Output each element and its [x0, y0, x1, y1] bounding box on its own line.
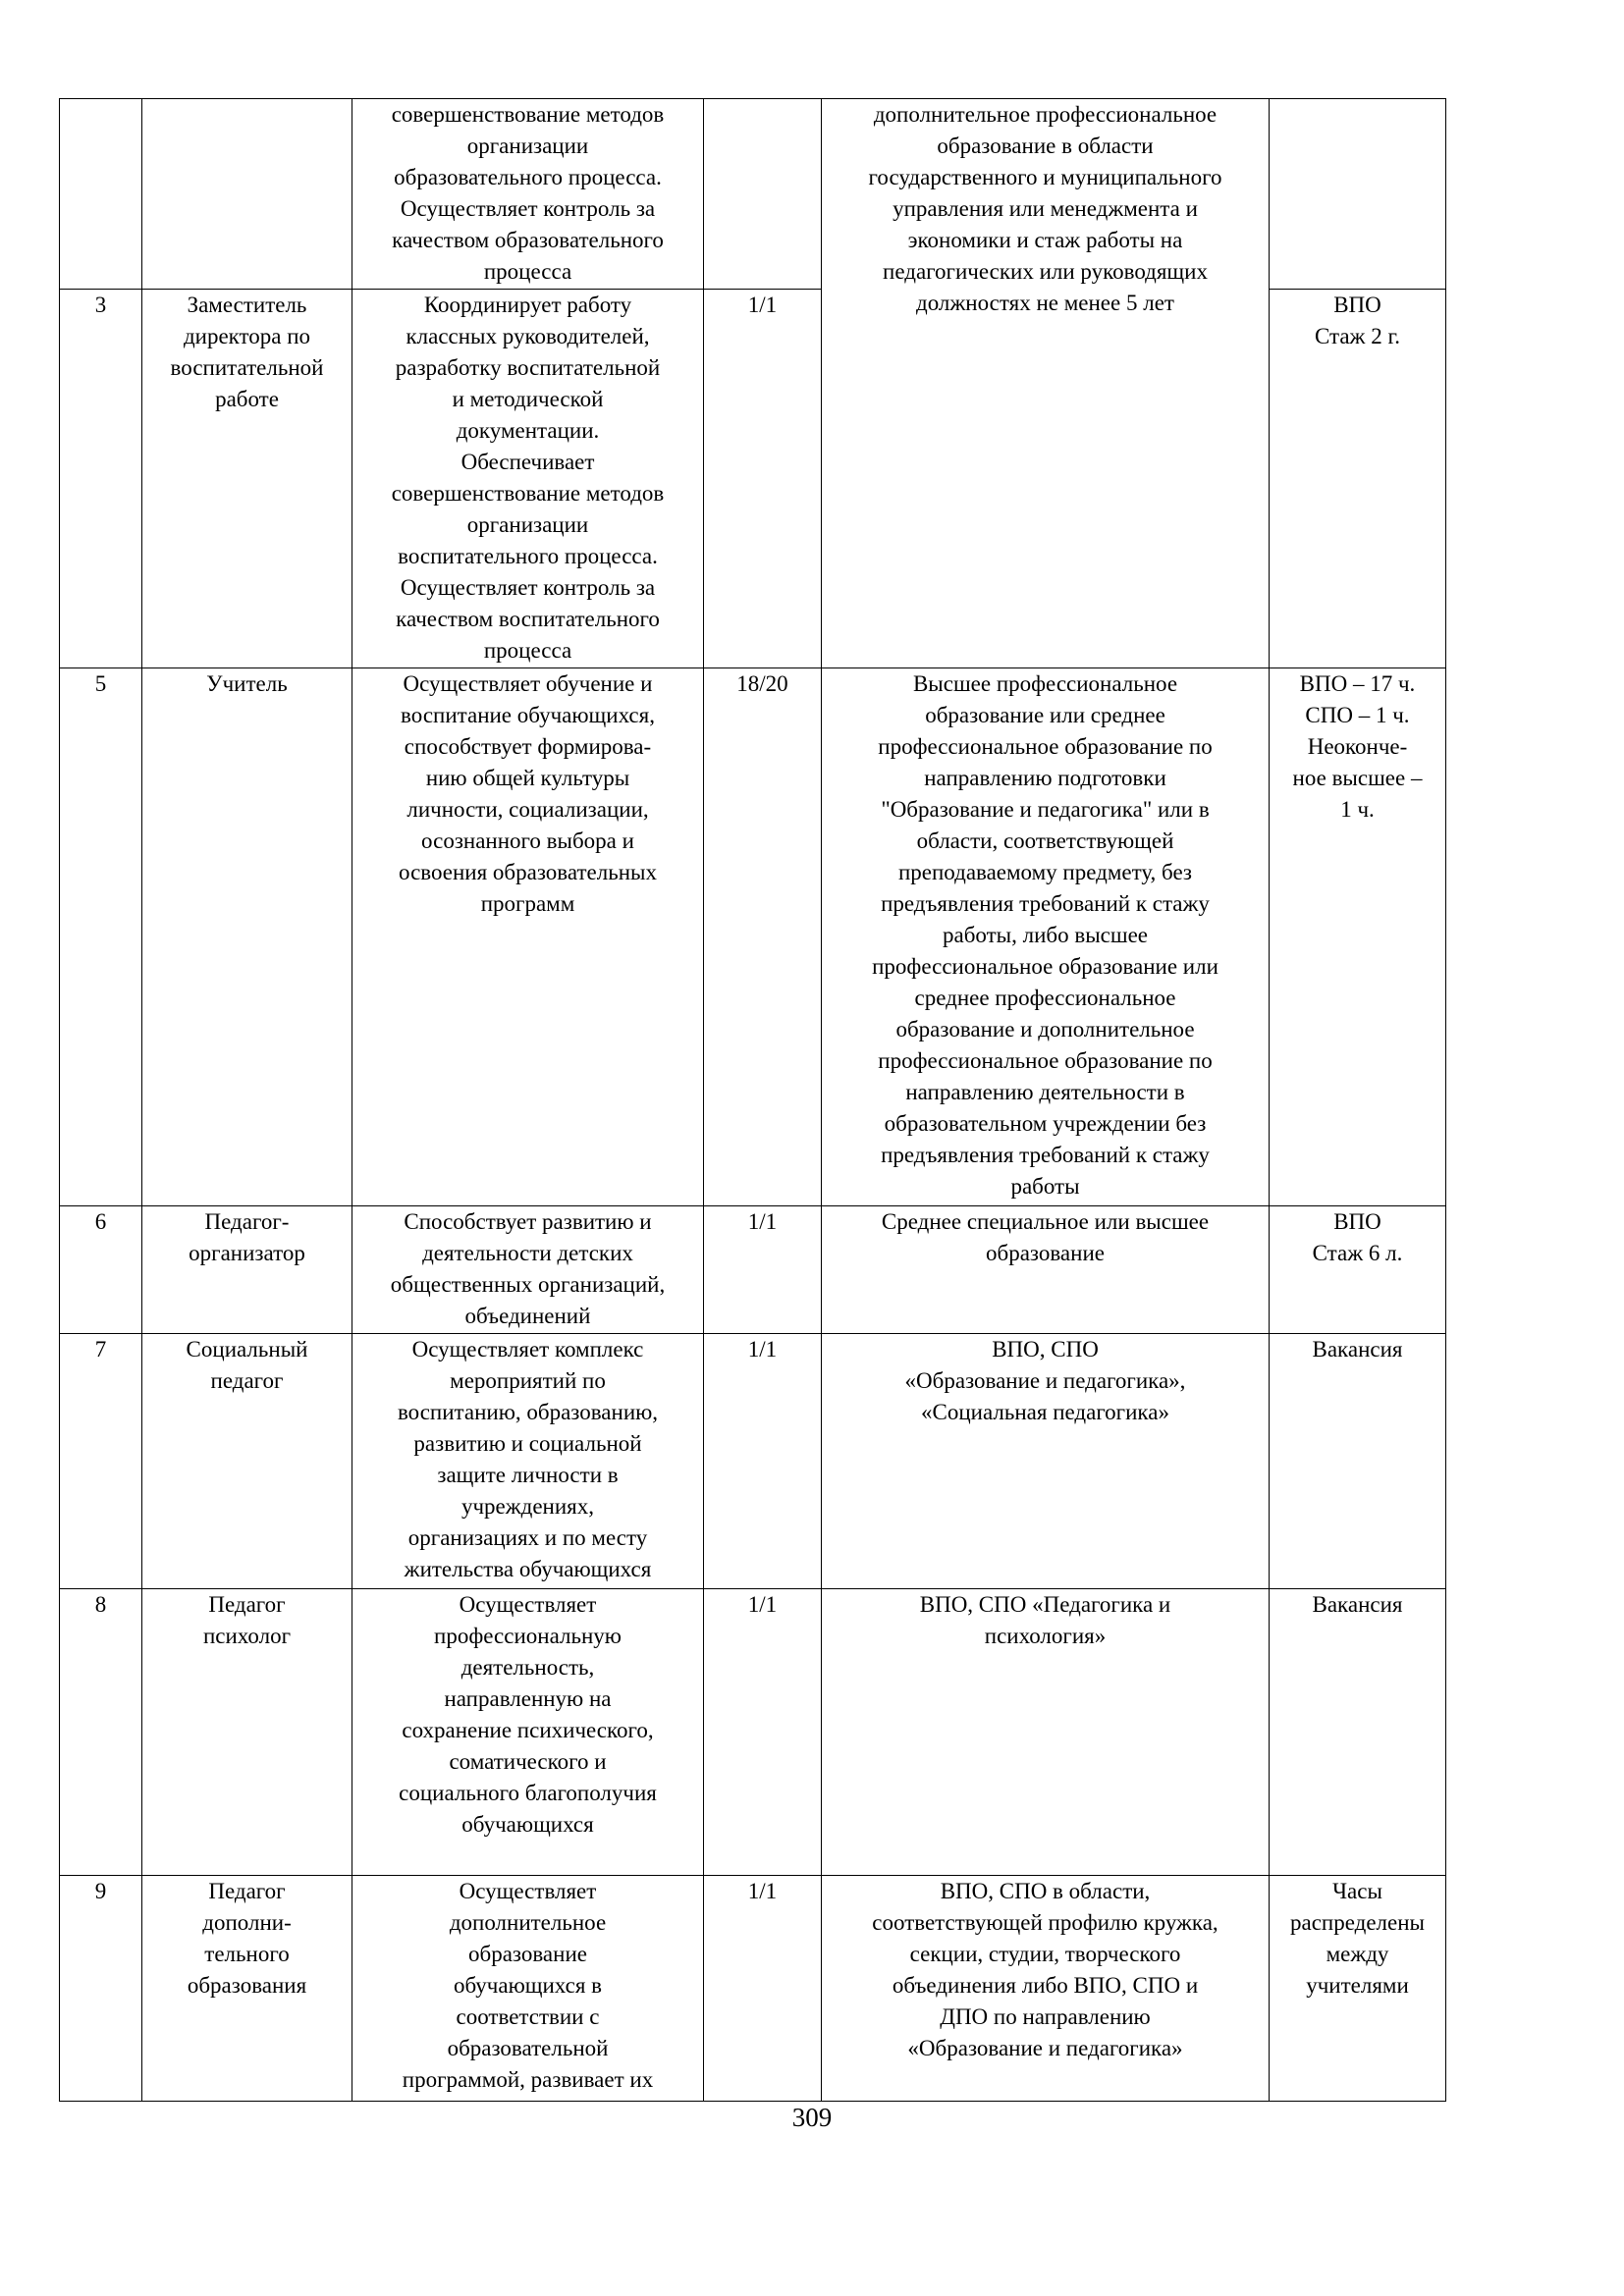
- position-cell: [142, 99, 352, 290]
- table-row: [60, 1334, 1446, 1589]
- page-number: 309: [791, 2103, 833, 2132]
- row-number-cell: 5: [60, 668, 142, 1206]
- rate-cell: 1/1: [704, 1206, 822, 1334]
- rate-cell: 18/20: [704, 668, 822, 1206]
- position-cell: Педагог дополни- тельного образования: [142, 1876, 352, 2102]
- requirements-cell: ВПО, СПО в области, соответствующей профилю кружка, секции, студии, творческого объединения либо ВПО, СПО и ДПО по направлению «Образование и педагогика»: [822, 1876, 1270, 2102]
- table-row: [60, 1206, 1446, 1334]
- duties-cell: Способствует развитию и деятельности детских общественных организаций, объединений: [352, 1206, 704, 1334]
- duties-cell: Координирует работу классных руководителей, разработку воспитательной и методической документации. Обеспечивает совершенствование методов организации воспитательного процесса. Осуществляет контроль за качеством воспитательного процесса: [352, 290, 704, 668]
- rate-cell: 1/1: [704, 290, 822, 668]
- requirements-cell: ВПО, СПО «Педагогика и психология»: [822, 1589, 1270, 1876]
- table-row: [60, 1876, 1446, 2102]
- duties-cell: совершенствование методов организации образовательного процесса. Осуществляет контроль за качеством образовательного процесса: [352, 99, 704, 290]
- actual-cell: ВПО – 17 ч. СПО – 1 ч. Неоконче- ное высшее – 1 ч.: [1270, 668, 1446, 1206]
- actual-cell: Вакансия: [1270, 1589, 1446, 1876]
- position-cell: Учитель: [142, 668, 352, 1206]
- actual-cell: Вакансия: [1270, 1334, 1446, 1589]
- actual-cell: Часы распределены между учителями: [1270, 1876, 1446, 2102]
- row-number-cell: 3: [60, 290, 142, 668]
- duties-cell: Осуществляет профессиональную деятельность, направленную на сохранение психического, соматического и социального благополучия обучающихся: [352, 1589, 704, 1876]
- position-cell: Педагог психолог: [142, 1589, 352, 1876]
- duties-cell: Осуществляет дополнительное образование обучающихся в соответствии с образовательной программой, развивает их: [352, 1876, 704, 2102]
- actual-cell: ВПО Стаж 2 г.: [1270, 290, 1446, 668]
- table-row: [60, 668, 1446, 1206]
- requirements-cell: Среднее специальное или высшее образование: [822, 1206, 1270, 1334]
- duties-cell: Осуществляет обучение и воспитание обучающихся, способствует формирова- нию общей культуры личности, социализации, осознанного выбора и освоения образовательных программ: [352, 668, 704, 1206]
- table-row: [60, 1589, 1446, 1876]
- rate-cell: 1/1: [704, 1334, 822, 1589]
- rate-cell: 1/1: [704, 1589, 822, 1876]
- actual-cell: ВПО Стаж 6 л.: [1270, 1206, 1446, 1334]
- row-number-cell: [60, 99, 142, 290]
- row-number-cell: 6: [60, 1206, 142, 1334]
- requirements-cell: Высшее профессиональное образование или среднее профессиональное образование по направлению подготовки "Образование и педагогика" или в области, соответствующей преподаваемому предмету, без предъявления требований к стажу работы, либо высшее профессиональное образование или среднее профессиональное образование и дополнительное профессиональное образование по направлению деятельности в образовательном учреждении без предъявления требований к стажу работы: [822, 668, 1270, 1206]
- duties-cell: Осуществляет комплекс мероприятий по воспитанию, образованию, развитию и социальной защите личности в учреждениях, организациях и по месту жительства обучающихся: [352, 1334, 704, 1589]
- staff-table: [59, 98, 1446, 2102]
- row-number-cell: 8: [60, 1589, 142, 1876]
- row-number-cell: 9: [60, 1876, 142, 2102]
- row-number-cell: 7: [60, 1334, 142, 1589]
- position-cell: Социальный педагог: [142, 1334, 352, 1589]
- table-row: [60, 99, 1446, 290]
- requirements-cell: ВПО, СПО «Образование и педагогика», «Социальная педагогика»: [822, 1334, 1270, 1589]
- requirements-cell: дополнительное профессиональное образование в области государственного и муниципального управления или менеджмента и экономики и стаж работы на педагогических или руководящих должностях не менее 5 лет: [822, 99, 1270, 668]
- rate-cell: 1/1: [704, 1876, 822, 2102]
- actual-cell: [1270, 99, 1446, 290]
- position-cell: Заместитель директора по воспитательной работе: [142, 290, 352, 668]
- rate-cell: [704, 99, 822, 290]
- position-cell: Педагог- организатор: [142, 1206, 352, 1334]
